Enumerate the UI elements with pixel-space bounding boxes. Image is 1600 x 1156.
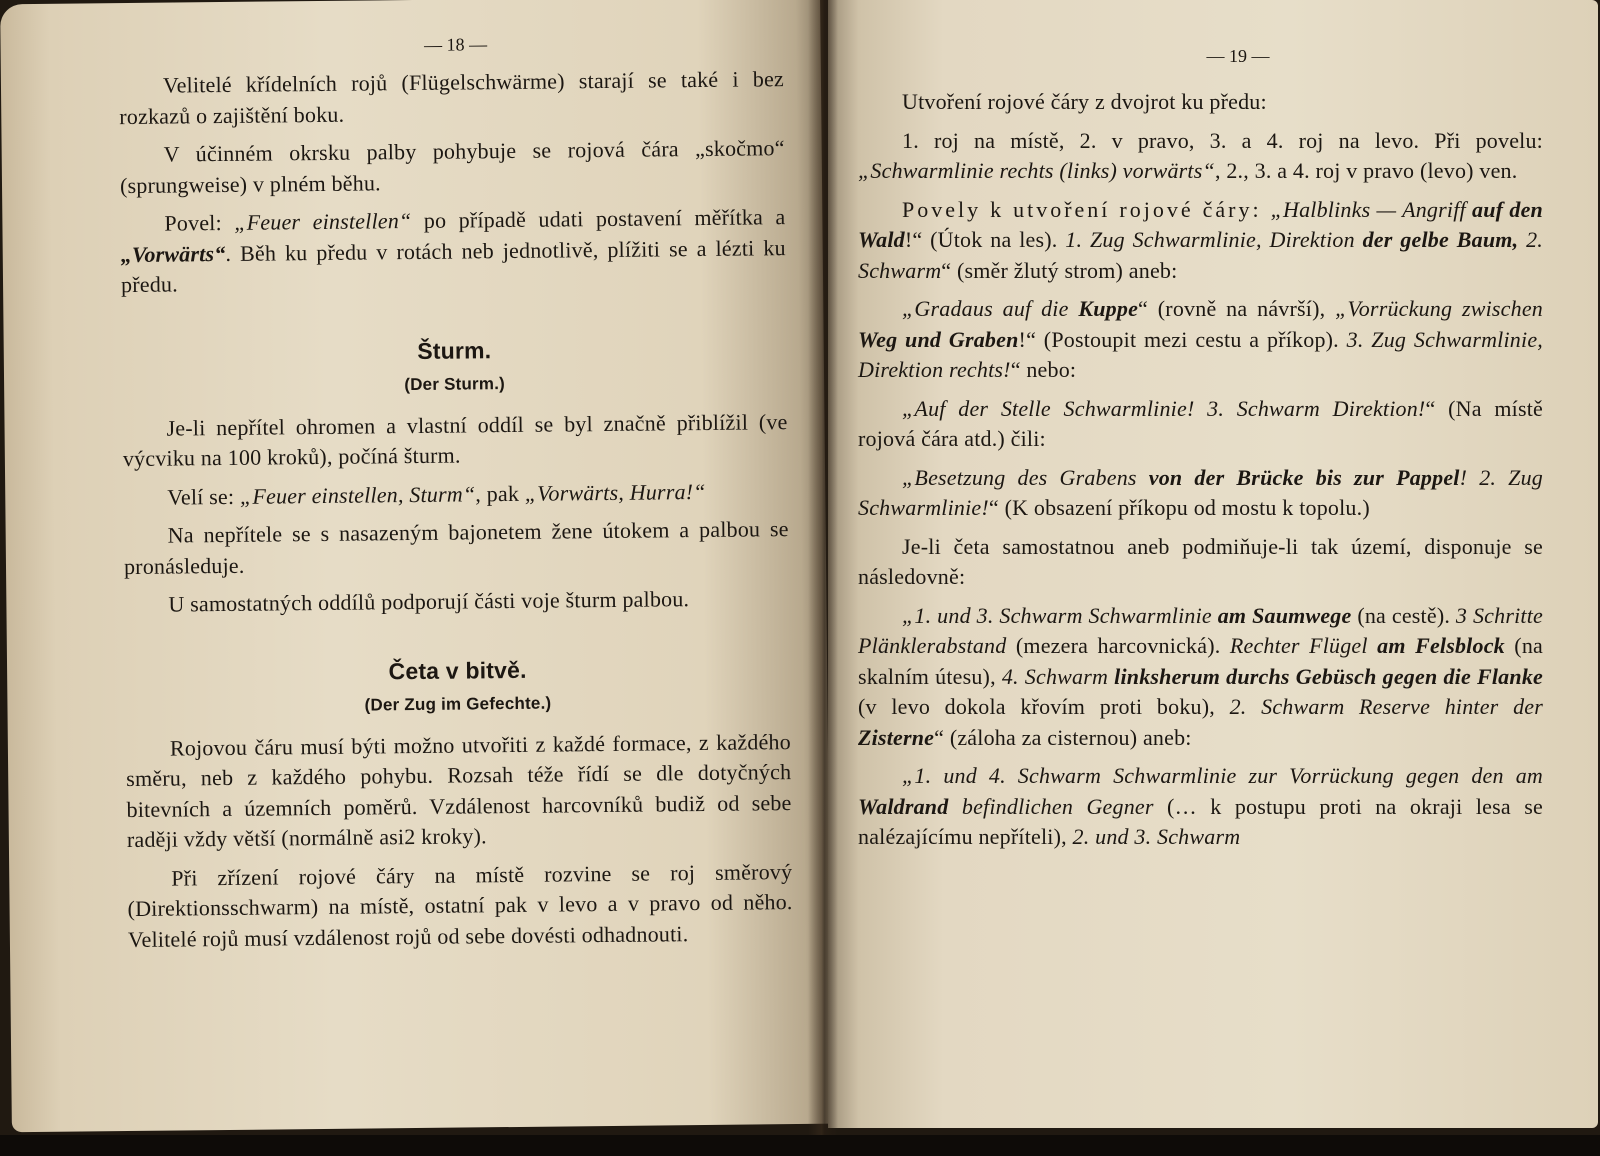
book-spine	[808, 0, 838, 1135]
right-page-text	[858, 87, 1543, 861]
paragraph: „1. und 3. Schwarm Schwarmlinie am Saumwege (na cestě). 3 Schritte Plänklerabstand (mezera harcovnická). Rechter Flügel am Felsblock (na skalním útesu), 4. Schwarm linksherum durchs Gebüsch gegen die Flanke (v levo dokola křovím proti boku), 2. Schwarm Reserve hinter der Zisterne“ (záloha za cisternou) aneb:	[858, 602, 1543, 750]
paragraph: Je-li četa samostatnou aneb podmiňuje-li tak území, disponuje se následovně:	[858, 533, 1543, 589]
paragraph: „Auf der Stelle Schwarmlinie! 3. Schwarm Direktion!“ (Na místě rojová čára atd.) čili:	[858, 395, 1543, 451]
section-heading: Četa v bitvě.	[388, 656, 527, 684]
paragraph: Povely k utvoření rojové čáry: „Halblinks — Angriff auf den Wald!“ (Útok na les). 1. Zug Schwarmlinie, Direktion der gelbe Baum, 2. Schwarm“ (směr žlutý strom) aneb:	[858, 196, 1543, 283]
left-page-text	[119, 64, 793, 963]
page-number-right: — 19 —	[1206, 46, 1270, 66]
paragraph: Při zřízení rojové čáry na místě rozvine se roj směrový (Direktionsschwarm) na místě, ostatní pak v levo a v pravo od něho. Velitelé rojů musí vzdálenost rojů od sebe dovésti odhadnouti.	[127, 858, 793, 952]
paragraph: „Gradaus auf die Kuppe“ (rovně na návrší), „Vorrückung zwischen Weg und Graben!“ (Postoupit mezi cestu a příkop). 3. Zug Schwarmlinie, Direktion rechts!“ nebo:	[858, 296, 1543, 382]
paragraph: V účinném okrsku palby pohybuje se rojová čára „skočmo“ (sprungweise) v plném běhu.	[119, 135, 785, 198]
paragraph: Velitelé křídelních rojů (Flügelschwärme) starají se také i bez rozkazů o zajištění boku.	[119, 66, 785, 129]
page-number-left: — 18 —	[423, 34, 488, 55]
paragraph: „Besetzung des Grabens von der Brücke bis zur Pappel! 2. Zug Schwarmlinie!“ (K obsazení příkopu od mostu k topolu.)	[858, 464, 1543, 520]
section-subheading: (Der Zug im Gefechte.)	[364, 693, 552, 715]
paragraph: Utvoření rojové čáry z dvojrot ku předu:	[902, 89, 1267, 114]
paragraph: Rojovou čáru musí býti možno utvořiti z každé formace, z každého směru, neb z každého pohybu. Rozsah téže řídí se dle dotyčných bitevních a územních poměrů. Vzdálenost harcovníků budiž od sebe raději vždy větší (normálně asi2 kroky).	[126, 728, 792, 853]
paragraph: 1. roj na místě, 2. v pravo, 3. a 4. roj na levo. Při povelu: „Schwarmlinie rechts (links) vorwärts“, 2., 3. a 4. roj v pravo (levo) ven.	[858, 127, 1543, 183]
paragraph: Povel: „Feuer einstellen“ po případě udati postavení měřítka a „Vorwärts“. Běh ku předu v rotách neb jednotlivě, plížiti se a lézti ku předu.	[120, 204, 786, 298]
right-page	[828, 0, 1598, 1128]
paragraph: „1. und 4. Schwarm Schwarmlinie zur Vorrückung gegen den am Waldrand befindlichen Gegner (… k postupu proti na okraji lesa se nalézajícímu nepříteli), 2. und 3. Schwarm	[858, 763, 1543, 849]
paragraph: Je-li nepřítel ohromen a vlastní oddíl se byl značně přiblížil (ve výcviku na 100 kroků), počíná šturm.	[122, 408, 788, 472]
section-subheading: (Der Sturm.)	[404, 374, 506, 395]
paragraph: Velí se: „Feuer einstellen, Sturm“, pak „Vorwärts, Hurra!“	[167, 478, 706, 510]
paragraph: U samostatných oddílů podporují části voje šturm palbou.	[168, 586, 690, 617]
section-heading: Šturm.	[417, 336, 492, 364]
paragraph: Na nepřítele se s nasazeným bajonetem žene útokem a palbou se pronásleduje.	[123, 516, 789, 579]
